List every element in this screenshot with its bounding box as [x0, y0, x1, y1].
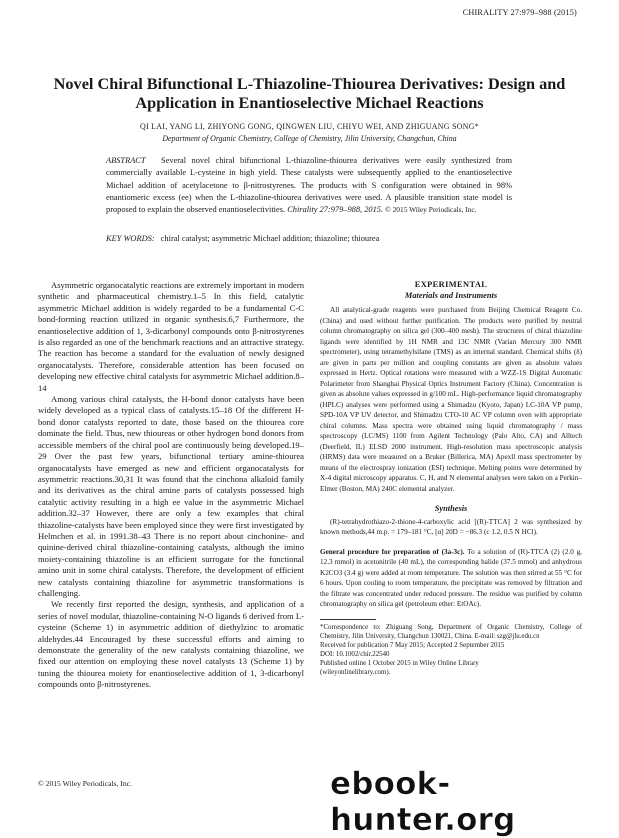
footnote-doi: DOI: 10.1002/chir.22540 [320, 650, 390, 658]
procedure-paragraph [320, 547, 582, 610]
subsection-heading-materials: Materials and Instruments [404, 290, 498, 300]
synthesis-paragraph: (R)-tetrahydrothiazo-2-thione-4-carboxylic acid [(R)-TTCA] 2 was synthesized by known methods,44 m.p. = 179–181 °C, [α] 20D = −86.3 (c 1.2, 0.5 N HCl). [320, 517, 582, 536]
abstract-copyright: © 2015 Wiley Periodicals, Inc. [385, 205, 477, 215]
abstract [106, 155, 512, 216]
keywords-text: chiral catalyst; asymmetric Michael addition; thiazoline; thiourea [160, 234, 380, 243]
section-heading-experimental: EXPERIMENTAL [414, 280, 488, 289]
right-column [320, 280, 582, 677]
footnote-received: Received for publication 7 May 2015; Accepted 2 September 2015 [320, 641, 505, 649]
footnote-url: (wileyonlinelibrary.com). [320, 668, 391, 676]
procedure-text: To a solution of (R)-TTCA (2) (2.0 g, 12.3 mmol) in acetonitrile (40 mL), the corresponding halide (37.5 mmol) and anhydrous K2CO3 (3.4 g) were added at room temperature. The solution was then stirred at 55 °C for 6 hours. Upon cooling to room temperature, the precipitate was removed by filtration and the filtrate was concentrated under reduced pressure. The residue was purified by column chromatography on silica gel (petroleum ether: EtOAc). [320, 547, 582, 608]
abstract-label: ABSTRACT [106, 156, 146, 165]
left-column [38, 280, 304, 691]
procedure-heading: General procedure for preparation of (3a-3c). [320, 547, 465, 556]
materials-paragraph: All analytical-grade reagents were purchased from Beijing Chemical Reagent Co. (China) and used without further purification. The products were purified by neutral column chromatography on silica gel (300–400 mesh). The structures of chiral thiazoline ligands were identified by 1H NMR and 13C NMR (Varian Mercury 300 NMR spectrometer), using tetramethylsilane (TMS) as an internal standard. Chemical shifts (δ) are given in parts per million and coupling constants are given as absolute values expressed in Hertz. Optical rotations were measured with a WZZ-1S Digital Automatic Polarimeter from Shanghai Physical Optics Instrument Factory (China). Concentration is given as absolute values expressed in g/100 mL. High-performance liquid chromatography (HPLC) analyses were performed using a Shimadzu (Kyoto, Japan) LC-10A VP pump, SPD-10A VP UV detector, and Shimadzu CTO-10 AC VP column oven with appropriate chiral columns. Mass spectra were obtained using liquid chromatography / mass spectroscopy (LC/MS) 1100 from Agilent Technology (Palo Alto, CA) and Alltech (Deerfield, IL) ELSD 2000 instrument. High-resolution mass spectroscopic analysis (HRMS) data were measured on a Bruker (Billerica, MA) Apexll mass spectrometer by means of the electrospray ionization (ESI) technique. Melting points were determined by X-4 digital microscopy apparatus. C, H, and N elemental analyses were taken on a Perkin–Elmer (Boston, MA) 240C elemental analyzer. [320, 306, 582, 493]
footnote-published: Published online 1 October 2015 in Wiley Online Library [320, 659, 479, 667]
footnote-divider [320, 619, 376, 620]
page-copyright: © 2015 Wiley Periodicals, Inc. [38, 779, 132, 788]
watermark-logo: ebook-hunter.org [330, 766, 516, 838]
keywords [106, 234, 512, 243]
intro-paragraph-3: We recently first reported the design, synthesis, and application of a series of novel modular, thiazoline-containing N-O ligands 6 derived from L-cysteine (Scheme 1) in asymmetric addition of diethylzinc to aromatic aldehydes.44 Encouraged by these successful efforts and aiming to demonstrate the generality of the new catalysts containing thiazoline, we fixed our attention on employing these novel catalysts 13 (Scheme 1) by tuning the thiourea moiety for enantioselective addition of 1, 3-dicarbonyl compounds onto β-nitrostyrenes. [38, 599, 304, 690]
subsection-heading-synthesis: Synthesis [434, 504, 468, 513]
footnote-correspondence: *Correspondence to: Zhiguang Song, Department of Organic Chemistry, College of Chemistry, Jilin University, Changchun 130021, China. E-mail: szg@jlu.edu.cn [320, 623, 582, 640]
footnotes [320, 623, 582, 678]
abstract-citation: Chirality 27:979–988, 2015. [287, 205, 384, 215]
intro-paragraph-2: Among various chiral catalysts, the H-bond donor catalysts have been widely developed as a typical class of catalysts.15–18 Of the different H-bond donor catalysts reported to date, those based on the thiourea core dominate the field. Thus, new thioureas or other hydrogen bond donors from accessible members of the chiral pool are continuously being developed.19–29 Over the past few years, bifunctional tertiary amine-thiourea organocatalysts have emerged as new and efficient organocatalysts for asymmetric reactions.30,31 It was found that the cinchona alkaloid family and its derivatives as the chiral amine parts of catalysts possessed high catalytic activity resulting in a high ee value in the asymmetric Michael addition.32–37 However, there are only a few examples that chiral thiazoline-catalysts have been employed since they were first investigated by Helmchen et al. in 1991.38–43 There is no report about cinchonine- and quinine-derived chiral thiazoline-containing catalysts, although the imino moiety-containing thiazoline is an efficient surrogate for the functional amino unit in some chiral catalysts. Therefore, the development of efficient new catalysts containing thiazoline for asymmetric transformations is challenging. [38, 394, 304, 598]
journal-header: CHIRALITY 27:979–988 (2015) [462, 8, 577, 17]
affiliation: Department of Organic Chemistry, College of Chemistry, Jilin University, Changchun, China [162, 134, 457, 143]
author-list: QI LAI, YANG LI, ZHIYONG GONG, QINGWEN LIU, CHIYU WEI, AND ZHIGUANG SONG* [139, 122, 479, 131]
abstract-text: Several novel chiral bifunctional L-thiazoline-thiourea derivatives were easily synthesized from commercially available L-cysteine in high yield. These catalysts were subsequently applied to the enantioselective Michael addition of acetylacetone to β-nitrostyrenes. The products with S configuration were obtained in 98% enantiomeric excess (ee) when the L-thiazoline-thiourea derivatives were used. A plausible transition state model is proposed to explain the observed enantioselectivities. [106, 156, 513, 215]
article-title: Novel Chiral Bifunctional L-Thiazoline-Thiourea Derivatives: Design and Application in Enantioselective Michael Reactions [53, 74, 566, 112]
keywords-label: KEY WORDS: [106, 234, 155, 243]
intro-paragraph-1: Asymmetric organocatalytic reactions are extremely important in modern synthetic and pharmaceutical chemistry.1–5 In this field, catalytic asymmetric Michael addition is widely regarded to be a fundamental C-C bond-forming reaction utilized in organic synthesis.6,7 Furthermore, the enantioselective addition of 1, 3-dicarbonyl compounds onto β-nitrostyrenes is also regarded as one of the benchmark reactions and an attractive strategy. The reaction has become a standard for the evaluation of newly designed organocatalysts. Therefore, considerable attention has been focused on developing new effective chiral catalysts for asymmetric Michael addition.8–14 [38, 280, 304, 393]
